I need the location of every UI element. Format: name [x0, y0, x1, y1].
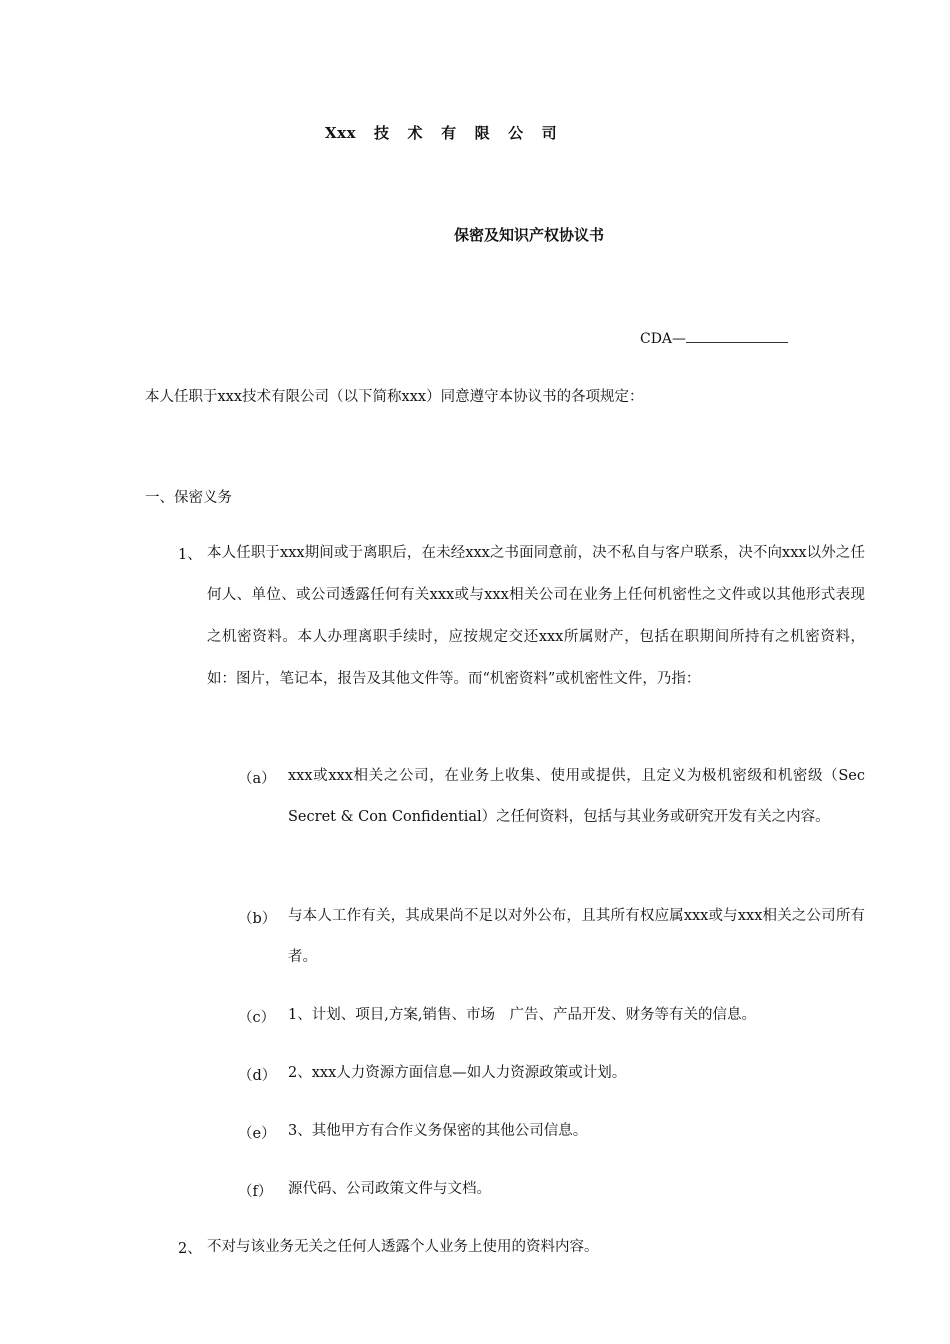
- sub-item-text: 与本人工作有关，其成果尚不足以对外公布，且其所有权应属xxx或与xxx相关之公司所有者。: [288, 908, 865, 965]
- sub-item-label: （a）: [238, 771, 276, 787]
- cda-blank-line: [686, 328, 788, 343]
- company-name-part: 技: [374, 124, 390, 142]
- company-name-part: Xxx: [325, 124, 357, 142]
- cda-number: [640, 328, 788, 347]
- sub-item-text: xxx或xxx相关之公司，在业务上收集、使用或提供，且定义为极机密级和机密级（Sec Secret & Con Confidential）之任何资料，包括与其业务或研究开发有关之内容。: [288, 768, 865, 825]
- item-number: 1、: [178, 547, 202, 563]
- sub-item-label: （f）: [238, 1184, 273, 1200]
- company-name-part: 术: [407, 124, 424, 142]
- item-text: 本人任职于xxx期间或于离职后，在未经xxx之书面同意前，决不私自与客户联系，决不向xxx以外之任何人、单位、或公司透露任何有关xxx或与xxx相关公司在业务上任何机密性之文件或以其他形式表现之机密资料。本人办理离职手续时，应按规定交还xxx所属财产，包括在职期间所持有之机密资料，如：图片，笔记本，报告及其他文件等。而“机密资料”或机密性文件，乃指：: [207, 545, 865, 687]
- company-name-part: 有: [441, 124, 457, 142]
- company-name-part: 限: [474, 124, 491, 142]
- company-name-part: 司: [541, 124, 558, 142]
- sub-item-text: 源代码、公司政策文件与文档。: [288, 1181, 491, 1197]
- company-name-part: 公: [508, 124, 524, 142]
- document-title: 保密及知识产权协议书: [454, 226, 605, 244]
- sub-item-label: （e）: [238, 1126, 276, 1142]
- sub-item-text: 2、xxx人力资源方面信息—如人力资源政策或计划。: [288, 1065, 627, 1081]
- sub-item-label: （d）: [238, 1068, 277, 1084]
- company-name: [325, 122, 575, 143]
- sub-item-label: （b）: [238, 911, 277, 927]
- intro-paragraph: 本人任职于xxx技术有限公司（以下简称xxx）同意遵守本协议书的各项规定：: [145, 389, 644, 405]
- cda-label: CDA—: [640, 331, 687, 347]
- sub-item-text: 1、计划、项目,方案,销售、市场 广告、产品开发、财务等有关的信息。: [288, 1007, 756, 1023]
- item-text: 不对与该业务无关之任何人透露个人业务上使用的资料内容。: [207, 1239, 599, 1255]
- sub-item-text: 3、其他甲方有合作义务保密的其他公司信息。: [288, 1123, 588, 1139]
- section-heading: 一、保密义务: [145, 490, 232, 506]
- sub-item-label: （c）: [238, 1010, 276, 1026]
- item-number: 2、: [178, 1241, 202, 1257]
